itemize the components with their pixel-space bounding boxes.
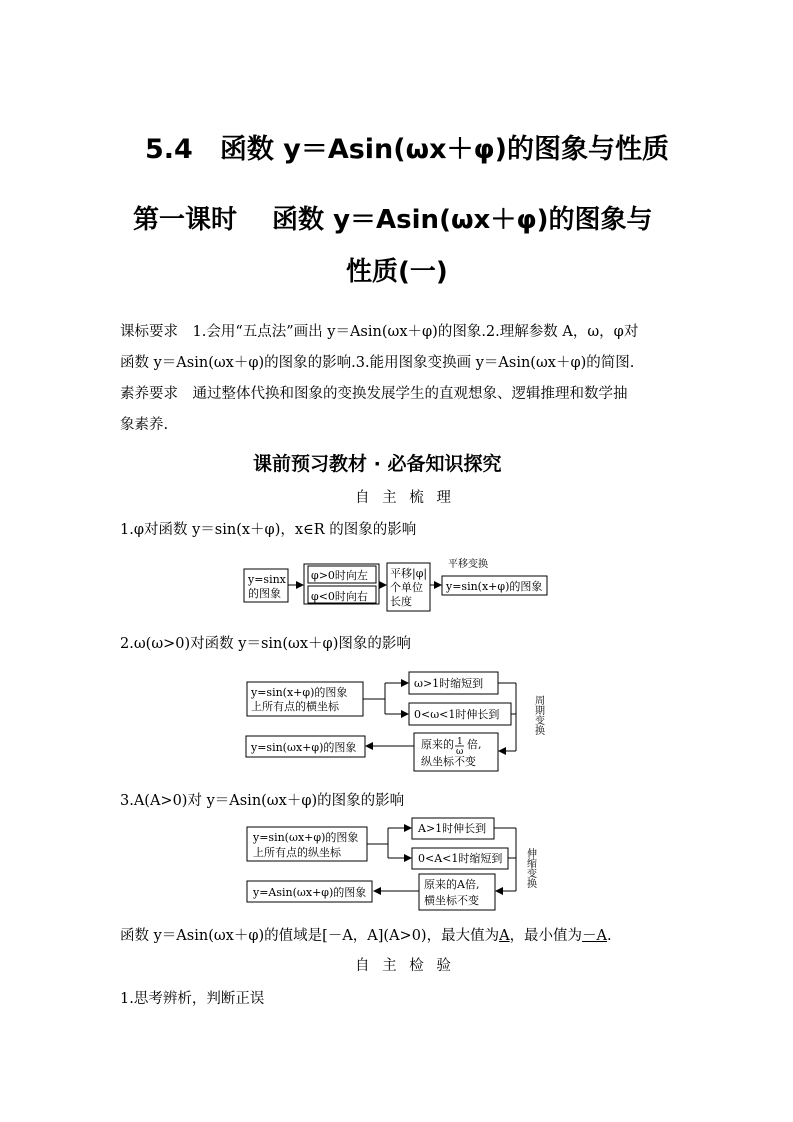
d2-factor-l2: 纵坐标不变 <box>421 755 476 768</box>
d1-shift-l3: 长度 <box>390 595 412 608</box>
d2-frac-den: ω <box>456 747 464 757</box>
range-mid: ，最小值为 <box>509 928 583 944</box>
d2-side-label: 周期变换 <box>532 695 544 735</box>
requirements-line2: 函数 y＝Asin(ωx＋φ)的图象的影响.3.能用图象变换画 y＝Asin(ωx＋φ)的简图. <box>120 355 635 371</box>
d2-result: y=sin(ωx+φ)的图象 <box>251 741 357 754</box>
section-heading: 课前预习教材 · 必备知识探究 <box>253 453 502 475</box>
d3-start-l1: y=sin(ωx+φ)的图象 <box>253 831 359 844</box>
subheading-self-check: 自 主 检 验 <box>355 958 455 974</box>
d3-result: y=Asin(ωx+φ)的图象 <box>253 886 367 899</box>
d3-factor-l2: 横坐标不变 <box>424 894 479 907</box>
d3-side-label: 伸缩变换 <box>524 848 536 888</box>
d2-frac-num: 1 <box>457 737 463 747</box>
requirements-line1: 课标要求 1.会用“五点法”画出 y＝Asin(ωx＋φ)的图象.2.理解参数 A，ω，φ对 <box>120 324 639 340</box>
lesson-title-line2: 性质(一) <box>346 257 448 287</box>
d2-cond-a: ω>1时缩短到 <box>414 677 484 690</box>
range-max: A <box>499 928 510 944</box>
d2-cond-b: 0<ω<1时伸长到 <box>414 708 500 721</box>
d1-start-l1: y=sinx <box>248 573 286 586</box>
item-1-heading: 1.φ对函数 y＝sin(x＋φ)，x∈R 的图象的影响 <box>120 522 417 538</box>
item-2-heading: 2.ω(ω>0)对函数 y＝sin(ωx＋φ)图象的影响 <box>120 636 411 652</box>
range-prefix: 函数 y＝Asin(ωx＋φ)的值域是[－A，A](A>0)，最大值为 <box>120 928 500 944</box>
d1-cond-pos: φ>0时向左 <box>311 569 368 582</box>
item-3-heading: 3.A(A>0)对 y＝Asin(ωx＋φ)的图象的影响 <box>120 793 405 809</box>
d3-cond-b: 0<A<1时缩短到 <box>418 852 503 865</box>
d3-factor-l1: 原来的A倍, <box>424 878 480 891</box>
item-4-heading: 1.思考辨析，判断正误 <box>120 991 265 1007</box>
page-title: 5.4 函数 y＝Asin(ωx＋φ)的图象与性质 <box>145 134 669 165</box>
d2-start-l1: y=sin(x+φ)的图象 <box>251 686 348 699</box>
requirements-line4: 象素养. <box>120 417 169 433</box>
d1-result: y=sin(x+φ)的图象 <box>446 580 543 593</box>
d2-start-l2: 上所有点的横坐标 <box>251 700 339 713</box>
range-min: －A <box>582 928 608 944</box>
d1-label: 平移变换 <box>448 559 488 570</box>
d3-cond-a: A>1时伸长到 <box>418 822 487 835</box>
d1-cond-neg: φ<0时向右 <box>311 590 368 603</box>
lesson-title-line1: 第一课时 函数 y＝Asin(ωx＋φ)的图象与 <box>133 205 653 235</box>
d1-shift-l2: 个单位 <box>390 581 423 594</box>
d2-factor-suffix: 倍, <box>467 738 482 751</box>
d3-start-l2: 上所有点的纵坐标 <box>253 846 341 859</box>
subheading-self-review: 自 主 梳 理 <box>355 490 455 506</box>
range-statement <box>120 924 612 945</box>
requirements-line3: 素养要求 通过整体代换和图象的变换发展学生的直观想象、逻辑推理和数学抽 <box>120 386 628 402</box>
range-suffix: . <box>607 928 612 944</box>
d1-start-l2: 的图象 <box>248 587 281 600</box>
d1-shift-l1: 平移|φ| <box>390 567 428 580</box>
d2-factor-l1: 原来的 <box>421 738 454 751</box>
